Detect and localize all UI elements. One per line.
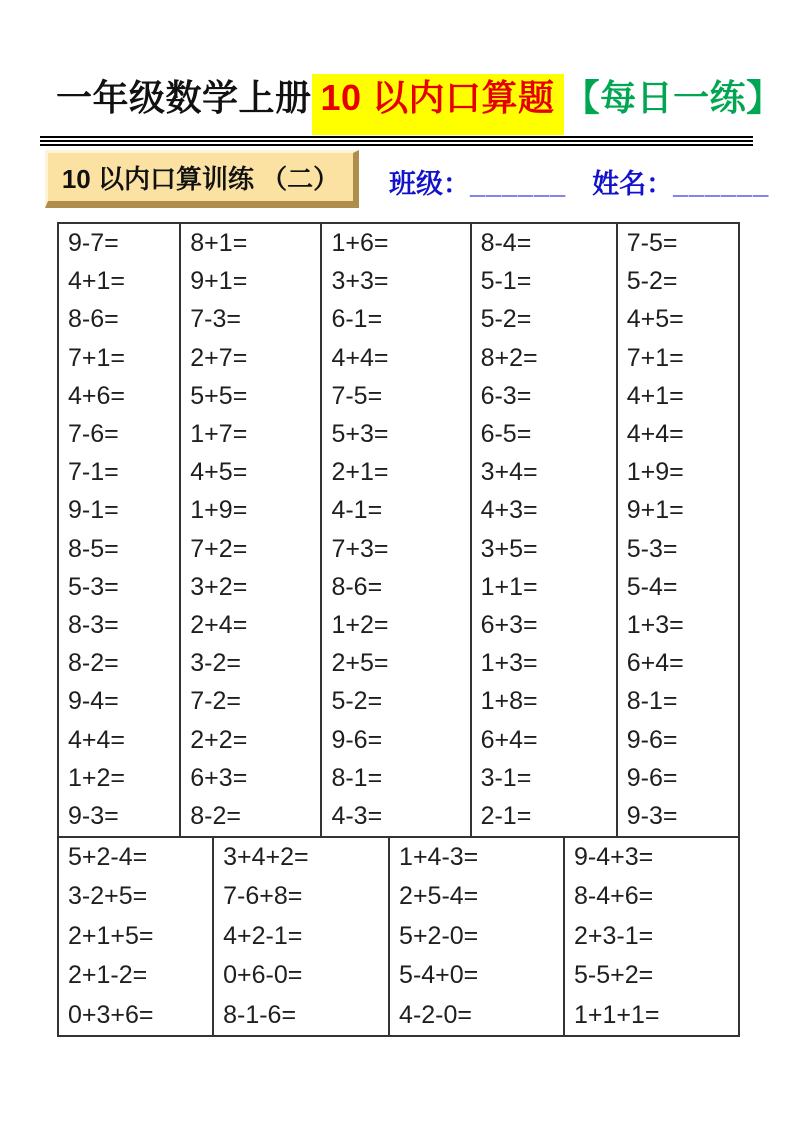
problem-cell: 5+5= — [190, 381, 248, 410]
problem-cell: 5-2= — [626, 267, 678, 296]
main-grid-column-5 — [616, 224, 738, 836]
problem-cell: 9-3= — [68, 802, 119, 831]
divider-line — [40, 144, 753, 146]
problem-cell: 3+4= — [480, 458, 538, 487]
problem-cell: 7-1= — [68, 458, 119, 487]
problem-cell: 8-4= — [480, 229, 532, 257]
problem-cell: 8+2= — [480, 343, 538, 372]
problem-cell: 0+6-0= — [223, 961, 303, 990]
worksheet-label: 10 以内口算训练 （二） — [61, 163, 340, 194]
problem-cell: 3+3= — [331, 267, 389, 296]
problem-cell: 1+2= — [331, 611, 389, 640]
problem-cell: 4-2-0= — [399, 1000, 473, 1029]
page-title-prefix: 一年级数学上册 — [56, 77, 312, 118]
problem-cell: 3+4+2= — [223, 843, 309, 871]
problem-cell: 5+3= — [331, 420, 389, 449]
problem-cell: 5-4= — [626, 572, 678, 601]
problem-cell: 7-3= — [190, 305, 242, 334]
problem-cell: 7+3= — [331, 534, 389, 563]
problem-cell: 4+5= — [626, 305, 684, 334]
problem-cell: 1+1= — [480, 572, 538, 601]
problem-cell: 5-4+0= — [399, 961, 479, 990]
problem-cell: 7+1= — [68, 343, 126, 372]
problem-cell: 0+3+6= — [68, 1000, 154, 1029]
bottom-grid-column-4 — [563, 838, 738, 1035]
problem-cell: 8-1= — [331, 763, 383, 792]
problem-cell: 6-5= — [480, 420, 532, 449]
main-grid-column-4 — [470, 224, 616, 836]
problem-cell: 6-1= — [331, 305, 383, 334]
problem-cell: 6+3= — [480, 611, 538, 640]
problem-cell: 1+8= — [480, 687, 538, 716]
class-label: 班级： — [389, 169, 470, 199]
problem-cell: 8-1-6= — [223, 1000, 297, 1029]
problem-cell: 7-5= — [626, 229, 678, 257]
problem-cell: 4-1= — [331, 496, 383, 525]
problem-cell: 5-3= — [68, 572, 119, 601]
problem-cell: 9-3= — [626, 802, 678, 831]
problem-cell: 8-1= — [626, 687, 678, 716]
problem-cell: 7-6+8= — [223, 882, 303, 911]
page-title-highlight: 10 以内口算题 — [312, 74, 564, 135]
problem-cell: 2+5-4= — [399, 882, 479, 911]
problem-cell: 7-2= — [190, 687, 242, 716]
problem-cell: 9-4= — [68, 687, 119, 716]
problem-cell: 4+4= — [331, 343, 389, 372]
problem-cell: 2-1= — [480, 802, 532, 831]
roster-line — [389, 162, 769, 201]
problem-cell: 4+1= — [626, 381, 684, 410]
problem-cell: 8-5= — [68, 534, 119, 563]
problem-cell: 5-1= — [480, 267, 532, 296]
title-divider — [40, 136, 753, 146]
problem-cell: 4+5= — [190, 458, 248, 487]
problem-cell: 2+4= — [190, 611, 248, 640]
problem-cell: 1+6= — [331, 229, 389, 257]
problem-cell: 1+9= — [626, 458, 684, 487]
problem-cell: 2+5= — [331, 649, 389, 678]
problem-cell: 2+1+5= — [68, 921, 154, 950]
problem-cell: 7-5= — [331, 381, 383, 410]
problem-cell: 4+2-1= — [223, 921, 303, 950]
bottom-grid-column-2 — [212, 838, 388, 1035]
problem-cell: 4+1= — [68, 267, 126, 296]
problem-cell: 6+4= — [480, 725, 538, 754]
name-label: 姓名： — [592, 169, 674, 199]
bottom-grid-column-3 — [388, 838, 563, 1035]
problem-cell: 8+1= — [190, 229, 248, 257]
main-grid-column-1 — [59, 224, 179, 836]
bottom-grid-column-1 — [59, 838, 212, 1035]
problem-cell: 9-6= — [626, 725, 678, 754]
problem-cell: 1+3= — [480, 649, 538, 678]
problem-cell: 7+2= — [190, 534, 248, 563]
problem-cell: 1+4-3= — [399, 843, 479, 871]
problem-cell: 8-2= — [190, 802, 242, 831]
problem-cell: 7-6= — [68, 420, 119, 449]
bottom-problem-grid — [57, 838, 740, 1037]
problem-cell: 5+2-4= — [68, 843, 148, 871]
problem-cell: 5-2= — [331, 687, 383, 716]
problem-cell: 8-3= — [68, 611, 119, 640]
problem-cell: 3+5= — [480, 534, 538, 563]
problem-cell: 5-5+2= — [574, 961, 654, 990]
problem-cell: 9-6= — [626, 763, 678, 792]
problem-cell: 4+6= — [68, 381, 126, 410]
problem-cell: 8-4+6= — [574, 882, 654, 911]
problem-cell: 9-1= — [68, 496, 119, 525]
page-title — [56, 70, 783, 121]
problem-cell: 9+1= — [626, 496, 684, 525]
problem-cell: 2+7= — [190, 343, 248, 372]
problem-cell: 5-3= — [626, 534, 678, 563]
problem-cell: 5-2= — [480, 305, 532, 334]
problem-cell: 8-6= — [68, 305, 119, 334]
problem-cell: 2+2= — [190, 725, 248, 754]
problem-cell: 3-1= — [480, 763, 532, 792]
problem-cell: 5+2-0= — [399, 921, 479, 950]
worksheet-label-box — [45, 150, 359, 208]
page-title-suffix: 【每日一练】 — [563, 77, 783, 118]
problem-cell: 1+1+1= — [574, 1000, 660, 1029]
problem-cell: 1+7= — [190, 420, 248, 449]
problem-cell: 1+9= — [190, 496, 248, 525]
name-blank: ______ — [673, 169, 770, 199]
problem-cell: 9+1= — [190, 267, 248, 296]
problem-cell: 1+2= — [68, 763, 126, 792]
problem-cell: 2+3-1= — [574, 921, 654, 950]
problem-cell: 3-2= — [190, 649, 242, 678]
problem-cell: 4+4= — [68, 725, 126, 754]
problem-cell: 9-7= — [68, 229, 119, 257]
main-problem-grid — [57, 222, 740, 838]
problem-cell: 9-6= — [331, 725, 383, 754]
divider-line — [40, 136, 753, 138]
problem-cell: 1+3= — [626, 611, 684, 640]
main-grid-column-2 — [179, 224, 320, 836]
main-grid-column-3 — [320, 224, 469, 836]
problem-cell: 4+3= — [480, 496, 538, 525]
problem-cell: 4+4= — [626, 420, 684, 449]
problem-cell: 7+1= — [626, 343, 684, 372]
problem-cell: 8-2= — [68, 649, 119, 678]
problem-cell: 2+1= — [331, 458, 389, 487]
problem-cell: 2+1-2= — [68, 961, 148, 990]
problem-cell: 3+2= — [190, 572, 248, 601]
problem-cell: 3-2+5= — [68, 882, 148, 911]
problem-cell: 8-6= — [331, 572, 383, 601]
class-blank: ______ — [470, 169, 567, 199]
problem-cell: 6+3= — [190, 763, 248, 792]
problem-cell: 9-4+3= — [574, 843, 654, 871]
problem-cell: 4-3= — [331, 802, 383, 831]
problem-cell: 6+4= — [626, 649, 684, 678]
divider-line — [40, 140, 753, 142]
problem-cell: 6-3= — [480, 381, 532, 410]
